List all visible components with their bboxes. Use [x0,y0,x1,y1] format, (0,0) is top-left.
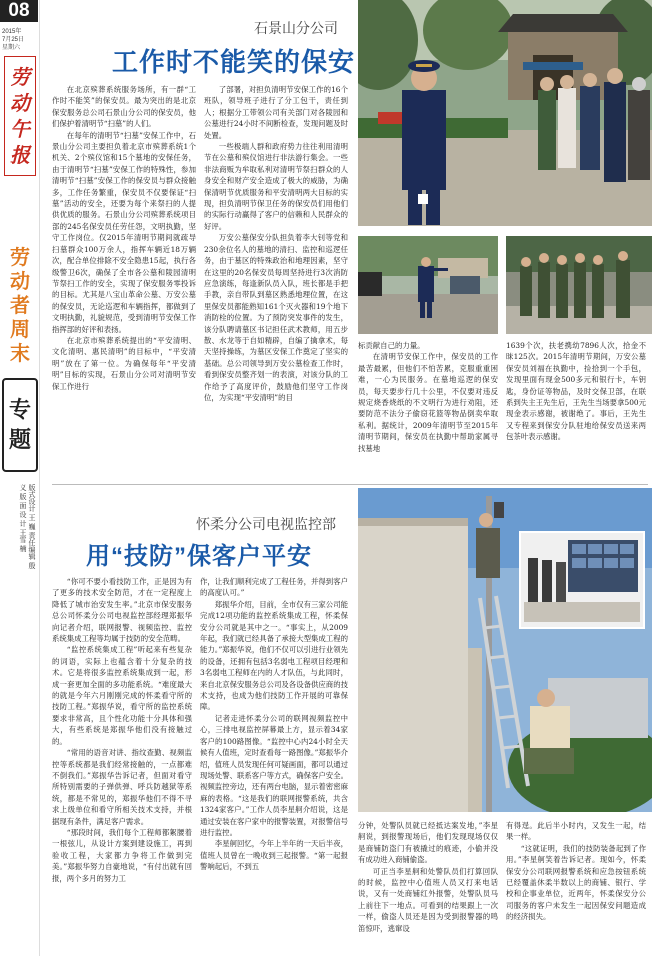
page-sidebar [0,0,40,956]
editor-credits: 版式设计 王 巍 责任编辑 殷 义 版 面 设 计 王雪 楠 [19,484,35,569]
issue-date: 7月25日 [2,37,25,43]
section-name: 劳 动 者 周 末 [10,247,30,365]
article2-column-1: “你可不要小看技防工作，正是因为有了更多的技术安全防范，才在一定程度上降低了城市治安发生率。”北京市保安服务总公司怀柔分公司电视监控部经理郑振华向记者介绍，联网报警、视频监控、监控系统集成工程等均属于技防的安全范畴。 “监控系统集成工程”听起来有些复杂的词语，实际上也蕴含着十分复杂的技术。它是将很多监控系统集成到一起，形成一套更加全面的多功能系统。“难度最大的就是今年六月刚刚完成的怀柔看守所的技防工程。”郑振华说，看守所的监控系统要求非常高，且个性化功能十分具体和强大，有些系统是郑振华他们没有接触过的。 “常用的语音对讲、指纹查勤、视频监控等系统都是我们经常接触的，一点都难不倒我们。”郑振华告诉记者，但面对看守所特别需要的子弹供弹、呼兵防越狱等系统，都是不常见的，郑振华他们不得不寻求上级单位和看守所相关技术支持，并根据现有条件，满足客户需求。 “那段时间，我们每个工程师都絮腰着一根弦儿，从设计方案到建设施工，再到验收工程，大家都力争将工作做到完美。”郑振华努力自豪地说，“有付出就有回报，两个多月的努力工 [52,577,192,883]
article2-column-2: 作，让我们顺利完成了工程任务，并得到客户的高度认可。” 郑振华介绍，目前，全市仅有三家公司能完成12项功能的监控系统集成工程，怀柔保安分公司就是其中之一。“事实上，从2009年起，我们就已经具备了承接大型集成工程的能力。”郑振华说，他们不仅可以引进行业领先的设备，还拥有包括3名弱电工程项目经理和3名弱电工程师在内的人才队伍，与此同时，来自北京保安服务总公司及各设备供应商的技术支持，也成为他们技防工作开展的可靠保障。 记者走进怀柔分公司的联网视频监控中心，三排电视监控屏幕最上方，显示着34家客户的100路图像。“监控中心内24小时全天候有人值班，定时查看每一路图像。”郑振华介绍，值班人员发现任何可疑画面，都可以通过现场处警、联系客户等方式，确保客户安全。视频监控旁边，还有两台电脑，显示着密密麻麻的表格。“这是我们的联网报警系统，共含1324家客户。”工作人员李星舸介绍说，这是通过安装在客户家中的报警装置，对报警信号进行监控。 李星舸回忆，今年上半年的一天后半夜，值班人员曾在一晚收到三起报警。“第一起报警响起后，不到五 [200,577,348,872]
newspaper-masthead: 劳 动 午 报 [4,56,36,176]
feature-label: 专 题 [2,378,38,472]
article1-headline: 工作时不能笑的保安 [112,47,356,77]
article1-column-3: 标贡献自己的力量。 在清明节安保工作中，保安员的工作最苦最累，但他们不怕苦累，克服重重困难，一心为民服务。在墓地巡逻的保安员，每天要步行几十公里，不仅要对违反规定烧香烧纸的不文明行为进行劝阻，还要防范不法分子偷窃花篮等物品倒卖牟取私利。据统计，2009年清明节至2015年清明节期间，保安员在执勤中帮助家属寻找墓地 [358,341,498,453]
guard-directing-traffic-photo [358,236,498,334]
article1-column-2: 了部署，对担负清明节安保工作的16个班队，领导班子进行了分工包干，责任到人；根据分工带领公司有关部门对各陵园和公墓进行24小时不间断检查，发现问题及时处置。 一些极端人群和政府势力往往利用清明节在公墓和殡仪馆进行非法游行集会。一些非法商贩为牟取私利对清明节祭扫群众的人身安全和财产安全造成了极大的威胁，为确保清明节优质服务和平安清明两大目标的实现，担负清明节保卫任务的保安员们用他们的实际行动赢得了客户的信赖和人民群众的好评。 万安公墓保安分队担负着李大钊等党和230余位名人的墓地的清扫、监控和巡逻任务，由于墓区的特殊政治和地理因素，坚守在这里的20名保安员每周坚持进行3次消防应急演练，每逢新队员入队，班长都是手把手教，亲自带队到墓区熟悉地理位置，在这里保安员都能熟知161个灭火器和19个地下消防栓的位置。为了预防突发事件的发生，该分队聘请墓区书记担任武术教师，用五步散、水龙等于自如精辟，自编了擒拿术，每天坚持操练，为墓区安保工作奠定了坚实的基础。总公司领导到万安公墓检查工作时，看到保安员整齐划一的表演，对该分队的工作给予了高度评价，鼓励他们坚守工作岗位，为实现“平安清明”的目 [204,85,348,402]
article2-headline: 用“技防”保客户平安 [86,543,312,570]
guard-team-standing-photo [506,236,652,334]
article2-column-3: 分钟，处警队员就已经抵达案发地，”李星舸说，到报警现场后，他们发现现场仅仅是商铺防盗门有被撬过的痕迹，小偷并没有成功进入商铺偷盗。 可正当李星舸和处警队员们打算回队的时候，监控中心值班人员又打来电话说，又有一处商铺红外报警，处警队员马上前往下一地点。可看到的结果跟上一次一样，偷盗人员还是因为受到报警器的鸣笛惊吓，逃窜设 [358,821,498,933]
page-number: 08 [0,0,38,22]
issue-weekday: 星期六 [2,45,21,51]
article-divider [52,484,648,485]
article2-column-4: 有得逞。此后半小时内，又发生一起，结果一样。 “这就证明，我们的技防装备起到了作用。”李星舸笑着告诉记者。现如今，怀柔保安分公司联网报警系统和应急按钮系统已经覆盖休柔半数以上的商铺、银行、学校和企事业单位，近两年，怀柔保安分公司服务的客户未发生一起因保安问题造成的经济损失。 [506,821,646,922]
article1-kicker: 石景山分公司 [254,21,338,37]
article1-column-4: 1639个次，扶老携幼7896人次，拾金不昧125次。2015年清明节期间，万安公墓保安员刘福在执勤中，捡拾到一个手包，发现里面有现金500多元和银行卡，车钥匙，身份证等物品，及时交保卫部，在联系到失主王先生后，王先生当场要拿500元现金表示感谢，被谢绝了。事后，王先生又专程来到保安分队驻地给保安员送来两包茶叶表示感谢。 [506,341,646,442]
installing-surveillance-camera-photo [358,488,652,812]
issue-year: 2015年 [2,29,22,35]
article2-kicker: 怀柔分公司电视监控部 [196,517,336,533]
guard-at-cemetery-photo [358,0,652,226]
article1-column-1: 在北京殡葬系统服务场所，有一群“工作时不能笑”的保安员。最为突出的是北京保安服务总公司石景山分公司的保安员，他们保护着清明节“扫墓”的人们。 在每年的清明节“扫墓”安保工作中，石景山分公司主要担负着北京市殡葬系统1个机关、2个殡仪馆和15个墓地的安保任务，由于清明节“扫墓”安保工作的特殊性，参加清明节“扫墓”安保工作的保安员与群众接触多，工作任务繁重，保安员不仅要保证“扫墓”活动的安全，还要为每个来祭扫的人提供优质的服务。石景山分公司殡葬系统项目部的245名保安员任劳任怨，文明执勤，坚守工作岗位。仅2015年清明节期间就疏导扫墓群众100万余人，指挥车辆近18万辆次，配合单位排除不安全隐患15起，执行各级警卫6次，确保了全市各公墓和陵园清明节祭扫工作的安全，实现了保安服务零投诉的目标。尤其是八宝山革命公墓、万安公墓的保安员，无论巡逻和车辆指挥，都做到了文明执勤，礼貌规范，受到清明节安保工作指挥部的好评和表扬。 在北京市殡葬系统提出的“平安清明、文化清明、惠民清明”的目标中，“平安清明”放在了第一位。为确保每年“平安清明”目标的实现，石景山分公司对清明节安保工作进行 [52,85,196,391]
